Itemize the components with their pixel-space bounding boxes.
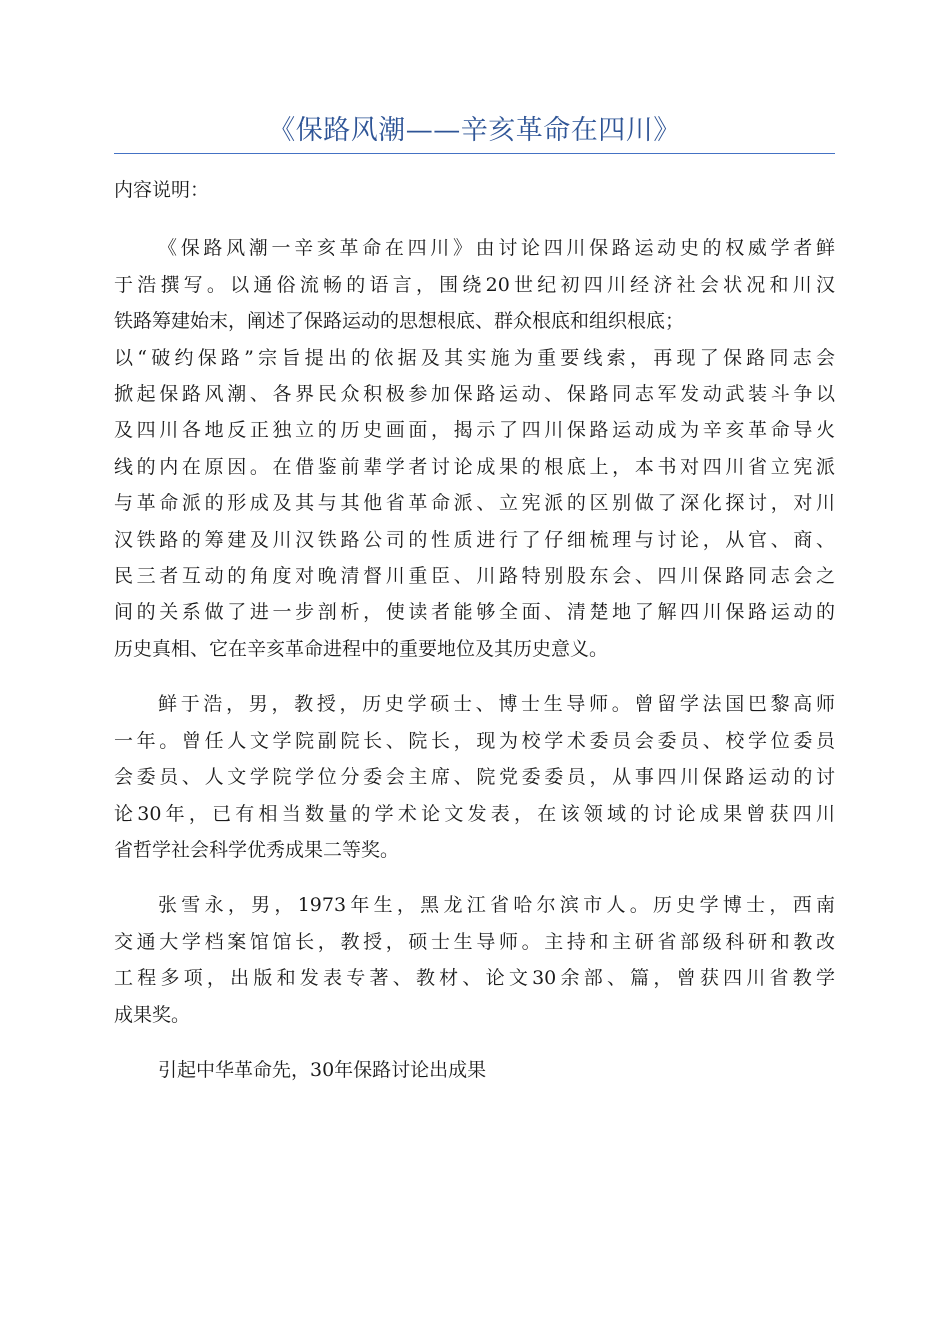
text-line: 鲜于浩，男，教授，历史学硕士、博士生导师。曾留学法国巴黎高师 (158, 693, 835, 716)
text-line: 汉铁路的筹建及川汉铁路公司的性质进行了仔细梳理与讨论，从官、商、 (114, 528, 835, 551)
text-line: 论30年，已有相当数量的学术论文发表，在该领域的讨论成果曾获四川 (114, 802, 835, 825)
text-line: 民三者互动的角度对晚清督川重臣、川路特别股东会、四川保路同志会之 (114, 565, 835, 588)
text-line: 张雪永，男，1973年生，黑龙江省哈尔滨市人。历史学博士，西南 (158, 894, 835, 917)
text-line: 引起中华革命先，30年保路讨论出成果 (158, 1058, 487, 1081)
text-line: 铁路筹建始末，阐述了保路运动的思想根底、群众根底和组织根底； (114, 310, 685, 333)
text-line: 及四川各地反正独立的历史画面，揭示了四川保路运动成为辛亥革命导火 (114, 419, 835, 442)
title-underline (114, 153, 835, 154)
text-line: 省哲学社会科学优秀成果二等奖。 (114, 838, 400, 861)
content-label: 内容说明： (114, 179, 210, 201)
author-bio-xian-yuhao (114, 686, 835, 868)
section-heading-paragraph (114, 1052, 835, 1088)
document-body (114, 172, 835, 1107)
intro-paragraph (114, 230, 835, 667)
author-bio-zhang-xueyong (114, 887, 835, 1033)
document-title: 《保路风潮——辛亥革命在四川》 (268, 115, 681, 146)
text-line: 交通大学档案馆馆长，教授，硕士生导师。主持和主研省部级科研和教改 (114, 930, 835, 953)
text-line: 一年。曾任人文学院副院长、院长，现为校学术委员会委员、校学位委员 (114, 729, 835, 752)
text-line: 间的关系做了进一步剖析，使读者能够全面、清楚地了解四川保路运动的 (114, 601, 835, 624)
text-line: 以“破约保路”宗旨提出的依据及其实施为重要线索，再现了保路同志会 (114, 346, 835, 369)
text-line: 工程多项，出版和发表专著、教材、论文30余部、篇，曾获四川省教学 (114, 967, 835, 990)
text-line: 成果奖。 (114, 1003, 191, 1026)
text-line: 会委员、人文学院学位分委会主席、院党委委员，从事四川保路运动的讨 (114, 766, 835, 789)
text-line: 《保路风潮一辛亥革命在四川》由讨论四川保路运动史的权威学者鲜 (158, 237, 835, 260)
text-line: 于浩撰写。以通俗流畅的语言，围绕20世纪初四川经济社会状况和川汉 (114, 273, 835, 296)
text-line: 与革命派的形成及其与其他省革命派、立宪派的区别做了深化探讨，对川 (114, 492, 835, 515)
text-line: 掀起保路风潮、各界民众积极参加保路运动、保路同志军发动武装斗争以 (114, 383, 835, 406)
text-line: 历史真相、它在辛亥革命进程中的重要地位及其历史意义。 (114, 637, 609, 660)
text-line: 线的内在原因。在借鉴前辈学者讨论成果的根底上，本书对四川省立宪派 (114, 455, 835, 478)
